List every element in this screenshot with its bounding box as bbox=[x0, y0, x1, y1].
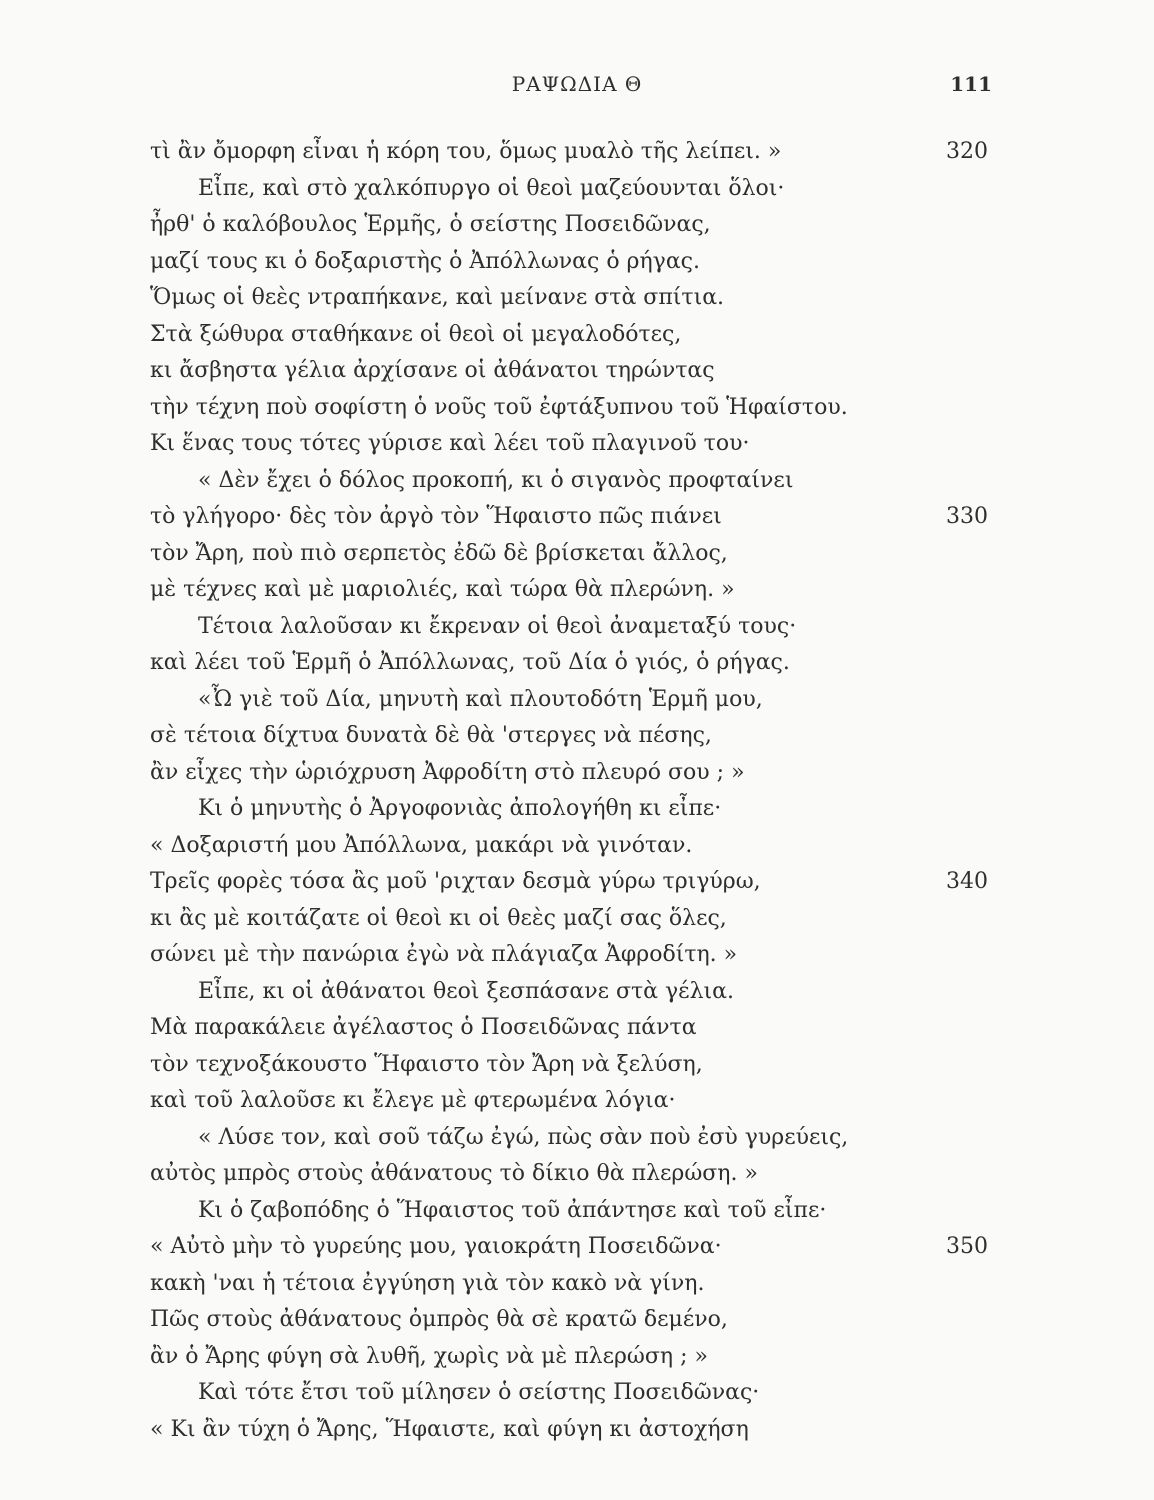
verse-text: σώνει μὲ τὴν πανώρια ἐγὼ νὰ πλάγιαζα Ἀφροδίτη. » bbox=[150, 942, 738, 967]
verse-line bbox=[0, 937, 1154, 974]
verse-text: κι ἂς μὲ κοιτάζατε οἱ θεοὶ κι οἱ θεὲς μαζί σας ὅλες, bbox=[150, 905, 727, 931]
poem-text bbox=[0, 134, 1154, 1448]
verse-line bbox=[0, 1375, 1154, 1412]
verse-text: κακὴ 'ναι ἡ τέτοια ἐγγύηση γιὰ τὸν κακὸ νὰ γίνη. bbox=[150, 1270, 705, 1296]
verse-line bbox=[0, 1120, 1154, 1157]
page-number: 111 bbox=[950, 72, 992, 96]
verse-line bbox=[0, 1339, 1154, 1376]
verse-text: αὐτὸς μπρὸς στοὺς ἀθάνατους τὸ δίκιο θὰ πλερώση. » bbox=[150, 1161, 758, 1186]
verse-line bbox=[0, 1412, 1154, 1449]
verse-text: Τέτοια λαλοῦσαν κι ἔκρεναν οἱ θεοὶ ἀναμεταξύ τους· bbox=[198, 613, 797, 639]
verse-line bbox=[0, 1193, 1154, 1230]
verse-line bbox=[0, 1047, 1154, 1084]
verse-line bbox=[0, 390, 1154, 427]
verse-text: καὶ λέει τοῦ Ἑρμῆ ὁ Ἀπόλλωνας, τοῦ Δία ὁ γιός, ὁ ρήγας. bbox=[150, 650, 790, 675]
running-head: ΡΑΨΩΔΙΑ Θ bbox=[511, 72, 643, 96]
verse-line bbox=[0, 280, 1154, 317]
verse-line bbox=[0, 1229, 1154, 1266]
verse-line bbox=[0, 317, 1154, 354]
verse-text: «Ὦ γιὲ τοῦ Δία, μηνυτὴ καὶ πλουτοδότη Ἑρμῆ μου, bbox=[198, 686, 763, 712]
verse-text: Κι ἕνας τους τότες γύρισε καὶ λέει τοῦ πλαγινοῦ του· bbox=[150, 431, 750, 456]
verse-text: « Λύσε τον, καὶ σοῦ τάζω ἐγώ, πὼς σὰν ποὺ ἐσὺ γυρεύεις, bbox=[198, 1124, 849, 1150]
verse-line bbox=[0, 536, 1154, 573]
verse-text: τὸν Ἄρη, ποὺ πιὸ σερπετὸς ἐδῶ δὲ βρίσκεται ἄλλος, bbox=[150, 540, 728, 566]
verse-line bbox=[0, 828, 1154, 865]
verse-line bbox=[0, 1266, 1154, 1303]
verse-text: « Δὲν ἔχει ὁ δόλος προκοπή, κι ὁ σιγανὸς προφταίνει bbox=[198, 467, 794, 493]
line-number: 330 bbox=[946, 504, 988, 529]
verse-line bbox=[0, 572, 1154, 609]
verse-text: τὶ ἂν ὄμορφη εἶναι ἡ κόρη του, ὅμως μυαλὸ τῆς λείπει. » bbox=[150, 139, 782, 164]
verse-text: Εἶπε, κι οἱ ἀθάνατοι θεοὶ ξεσπάσανε στὰ γέλια. bbox=[198, 978, 734, 1004]
verse-text: ἂν ὁ Ἄρης φύγη σὰ λυθῆ, χωρὶς νὰ μὲ πλερώση ; » bbox=[150, 1343, 708, 1369]
verse-line bbox=[0, 244, 1154, 281]
verse-text: « Κι ἂν τύχη ὁ Ἄρης, Ἥφαιστε, καὶ φύγη κι ἀστοχήση bbox=[150, 1416, 749, 1442]
verse-text: Τρεῖς φορὲς τόσα ἂς μοῦ 'ριχταν δεσμὰ γύρω τριγύρω, bbox=[150, 869, 761, 894]
verse-line bbox=[0, 353, 1154, 390]
verse-text: Μὰ παρακάλειε ἀγέλαστος ὁ Ποσειδῶνας πάντα bbox=[150, 1015, 697, 1040]
line-number: 340 bbox=[946, 869, 988, 894]
verse-text: μαζί τους κι ὁ δοξαριστὴς ὁ Ἀπόλλωνας ὁ ρήγας. bbox=[150, 248, 700, 274]
verse-line bbox=[0, 718, 1154, 755]
verse-line bbox=[0, 1083, 1154, 1120]
verse-line bbox=[0, 1302, 1154, 1339]
verse-line bbox=[0, 171, 1154, 208]
verse-line bbox=[0, 974, 1154, 1011]
verse-text: μὲ τέχνες καὶ μὲ μαριολιές, καὶ τώρα θὰ πλερώνη. » bbox=[150, 577, 735, 602]
verse-text: « Αὐτὸ μὴν τὸ γυρεύης μου, γαιοκράτη Ποσειδῶνα· bbox=[150, 1234, 722, 1259]
verse-line bbox=[0, 499, 1154, 536]
verse-text: τὸ γλήγορο· δὲς τὸν ἀργὸ τὸν Ἥφαιστο πῶς πιάνει bbox=[150, 504, 722, 529]
verse-text: Πῶς στοὺς ἀθάνατους ὀμπρὸς θὰ σὲ κρατῶ δεμένο, bbox=[150, 1307, 728, 1332]
verse-text: « Δοξαριστή μου Ἀπόλλωνα, μακάρι νὰ γινόταν. bbox=[150, 832, 693, 858]
verse-line bbox=[0, 1010, 1154, 1047]
verse-text: Εἶπε, καὶ στὸ χαλκόπυργο οἱ θεοὶ μαζεύουνται ὅλοι· bbox=[198, 175, 785, 201]
verse-text: ἦρθ' ὁ καλόβουλος Ἑρμῆς, ὁ σείστης Ποσειδῶνας, bbox=[150, 212, 711, 237]
verse-line bbox=[0, 682, 1154, 719]
verse-text: σὲ τέτοια δίχτυα δυνατὰ δὲ θὰ 'στεργες νὰ πέσης, bbox=[150, 723, 712, 748]
verse-text: ἂν εἶχες τὴν ὡριόχρυση Ἀφροδίτη στὸ πλευρό σου ; » bbox=[150, 759, 745, 785]
verse-line bbox=[0, 901, 1154, 938]
verse-text: Καὶ τότε ἔτσι τοῦ μίλησεν ὁ σείστης Ποσειδῶνας· bbox=[198, 1380, 760, 1405]
verse-line bbox=[0, 645, 1154, 682]
verse-text: Ὅμως οἱ θεὲς ντραπήκανε, καὶ μείνανε στὰ σπίτια. bbox=[150, 285, 725, 310]
verse-text: Στὰ ξώθυρα σταθήκανε οἱ θεοὶ οἱ μεγαλοδότες, bbox=[150, 321, 682, 347]
verse-text: τὸν τεχνοξάκουστο Ἥφαιστο τὸν Ἄρη νὰ ξελύση, bbox=[150, 1051, 703, 1077]
verse-line bbox=[0, 791, 1154, 828]
verse-text: κι ἄσβηστα γέλια ἀρχίσανε οἱ ἀθάνατοι τηρώντας bbox=[150, 358, 715, 383]
verse-text: Κι ὁ μηνυτὴς ὁ Ἀργοφονιὰς ἀπολογήθη κι εἶπε· bbox=[198, 796, 722, 821]
verse-line bbox=[0, 426, 1154, 463]
verse-line bbox=[0, 1156, 1154, 1193]
line-number: 320 bbox=[946, 139, 988, 164]
verse-line bbox=[0, 134, 1154, 171]
verse-text: τὴν τέχνη ποὺ σοφίστη ὁ νοῦς τοῦ ἐφτάξυπνου τοῦ Ἡφαίστου. bbox=[150, 394, 848, 420]
verse-line bbox=[0, 864, 1154, 901]
verse-line bbox=[0, 463, 1154, 500]
line-number: 350 bbox=[946, 1234, 988, 1259]
verse-line bbox=[0, 207, 1154, 244]
verse-text: Κι ὁ ζαβοπόδης ὁ Ἥφαιστος τοῦ ἀπάντησε καὶ τοῦ εἶπε· bbox=[198, 1197, 827, 1223]
verse-line bbox=[0, 609, 1154, 646]
verse-line bbox=[0, 755, 1154, 792]
verse-text: καὶ τοῦ λαλοῦσε κι ἔλεγε μὲ φτερωμένα λόγια· bbox=[150, 1088, 676, 1113]
